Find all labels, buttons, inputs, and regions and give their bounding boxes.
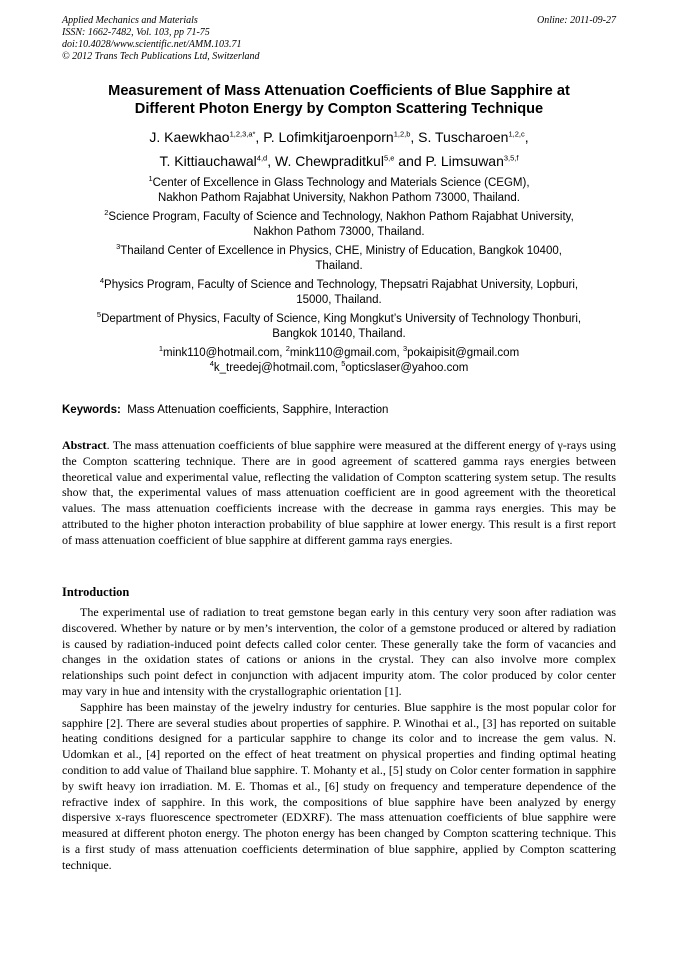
keywords-text: Mass Attenuation coefficients, Sapphire, Interaction — [127, 404, 389, 416]
author-separator: , — [255, 129, 264, 145]
author-name: S. Tuscharoen — [418, 129, 509, 145]
affiliation-number: 2 — [104, 208, 109, 218]
affiliation-item — [62, 244, 616, 274]
paragraph: The experimental use of radiation to treat gemstone began early in this century very soon after radiation was discovered. Whether by nature or by men’s intervention, the color of a gemstone produced or altered by radiation is caused by radiation-induced point defects called color center. These generally take the form of vacancies and changes in the oxidation states of cations or anions in the crystal. They can also involve more complex relationships such point defect in conjunction with adjacent impurity atom. The color produced by color center may vary in hue and intensity with the crystallographic orientation [1]. — [62, 605, 616, 698]
abstract-label: Abstract — [62, 438, 107, 452]
author-separator: , — [524, 129, 529, 145]
issn-line: ISSN: 1662-7482, Vol. 103, pp 71-75 — [62, 27, 210, 38]
email-address: k_treedej@hotmail.com, — [213, 362, 342, 374]
author-name: T. Kittiauchawal — [159, 153, 257, 169]
author-separator: , — [410, 129, 419, 145]
author-line-2 — [62, 149, 616, 173]
affiliation-text-cont: Bangkok 10140, Thailand. — [272, 328, 406, 340]
email-address: opticslaser@yahoo.com — [345, 362, 469, 374]
author-line-1 — [62, 125, 616, 149]
affiliation-item — [62, 278, 616, 308]
paper-title — [62, 82, 616, 118]
affiliation-text-cont: Nakhon Pathom 73000, Thailand. — [253, 226, 425, 238]
affiliation-item — [62, 176, 616, 206]
abstract-section — [62, 438, 616, 549]
author-list — [62, 125, 616, 173]
affiliation-text: Thailand Center of Excellence in Physics, CHE, Ministry of Education, Bangkok 10400, — [120, 245, 562, 257]
keywords-line — [62, 403, 616, 417]
email-address: pokaipisit@gmail.com — [407, 347, 520, 359]
author-name: P. Lofimkitjaroenporn — [263, 129, 394, 145]
abstract-text: . The mass attenuation coefficients of blue sapphire were measured at the different energy of γ-rays using the Compton scattering technique. There are in good agreement of scattered gamma rays energies between theoretical value and experimental value, reflecting the validation of Compton scattering system setup. The results show that, the experimental values of mass attenuation coefficient are in good agreement with the theoretical values. The mass attenuation coefficients increase with the decrease in gamma rays energies. This may be attributed to the higher photon interaction probability of blue sapphire at lower energy. This result is a first report of mass attenuation coefficient of blue sapphire at different gamma rays energies. — [62, 438, 616, 547]
author-affil-sup: 3,5,f — [503, 153, 519, 163]
keywords-label: Keywords: — [62, 404, 121, 416]
affiliation-text-cont: 15000, Thailand. — [296, 294, 382, 306]
introduction-body — [62, 605, 616, 874]
affiliation-text: Department of Physics, Faculty of Science, King Mongkut’s University of Technology Thonburi, — [101, 313, 582, 325]
author-separator: , — [267, 153, 276, 169]
title-line-1: Measurement of Mass Attenuation Coefficients of Blue Sapphire at — [108, 83, 570, 99]
doi-line: doi:10.4028/www.scientific.net/AMM.103.71 — [62, 39, 242, 50]
email-sup: 5 — [341, 359, 346, 369]
author-name: J. Kaewkhao — [149, 129, 230, 145]
author-affil-sup: 1,2,b — [393, 129, 411, 139]
author-affil-sup: 5,e — [383, 153, 395, 163]
affiliation-item — [62, 210, 616, 240]
introduction-heading: Introduction — [62, 585, 130, 599]
author-affil-sup: 1,2,3,a* — [229, 129, 256, 139]
email-sup: 4 — [209, 359, 214, 369]
email-sup: 1 — [158, 344, 164, 354]
author-separator: and — [394, 153, 426, 169]
affiliation-text: Physics Program, Faculty of Science and Technology, Thepsatri Rajabhat University, Lopburi, — [104, 279, 579, 291]
email-sup: 2 — [285, 344, 290, 354]
affiliation-text: Center of Excellence in Glass Technology and Materials Science (CEGM), — [152, 177, 530, 189]
copyright-line: © 2012 Trans Tech Publications Ltd, Switzerland — [62, 51, 260, 62]
affiliation-number: 5 — [96, 310, 102, 320]
affiliation-text-cont: Nakhon Pathom Rajabhat University, Nakhon Pathom 73000, Thailand. — [157, 192, 521, 204]
affiliation-number: 1 — [148, 174, 153, 184]
affiliation-number: 3 — [116, 242, 121, 252]
affiliation-item — [62, 312, 616, 342]
paragraph: Sapphire has been mainstay of the jewelry industry for centuries. Blue sapphire is the most popular color for sapphire [2]. There are several studies about properties of sapphire. P. Winothai et al., [3] has reported on suitable heating conditions designed for a particular sapphire to change its color and to increase the gem valus. N. Udomkan et al., [4] reported on the effect of heat treatment on physical properties and finding optimal heating condition to add value of Thailand blue sapphire. T. Mohanty et al., [5] study on Color center formation in sapphire by swift heavy ion irradiation. M. E. Thomas et al., [6] study on frequency and temperature dependence of the refractive index of sapphire. In this work, the compositions of blue sapphire have been analyzed by energy dispersive x-rays fluorescence spectrometer (EDXRF). The mass attenuation coefficients of blue sapphire were measured at different photon energy. The photon energy has been changed by Compton scattering technique. This is a first study of mass attenuation coefficients determination of blue sapphire, applied by Compton scattering technique. — [62, 699, 616, 872]
journal-name: Applied Mechanics and Materials — [62, 15, 198, 26]
email-address: mink110@hotmail.com, — [163, 347, 286, 359]
title-line-2: Different Photon Energy by Compton Scattering Technique — [134, 101, 544, 117]
journal-header — [62, 15, 260, 63]
author-name: W. Chewpraditkul — [275, 153, 384, 169]
online-date: Online: 2011-09-27 — [537, 15, 616, 26]
author-affil-sup: 1,2,c — [508, 129, 525, 139]
affiliation-number: 4 — [99, 276, 105, 286]
author-name: P. Limsuwan — [425, 153, 504, 169]
affiliation-text: Science Program, Faculty of Science and Technology, Nakhon Pathom Rajabhat University, — [108, 211, 574, 223]
affiliation-text-cont: Thailand. — [315, 260, 363, 272]
email-list — [62, 346, 616, 376]
email-sup: 3 — [402, 344, 408, 354]
email-address: mink110@gmail.com, — [289, 347, 403, 359]
author-affil-sup: 4,d — [256, 153, 268, 163]
affiliation-list — [62, 176, 616, 376]
